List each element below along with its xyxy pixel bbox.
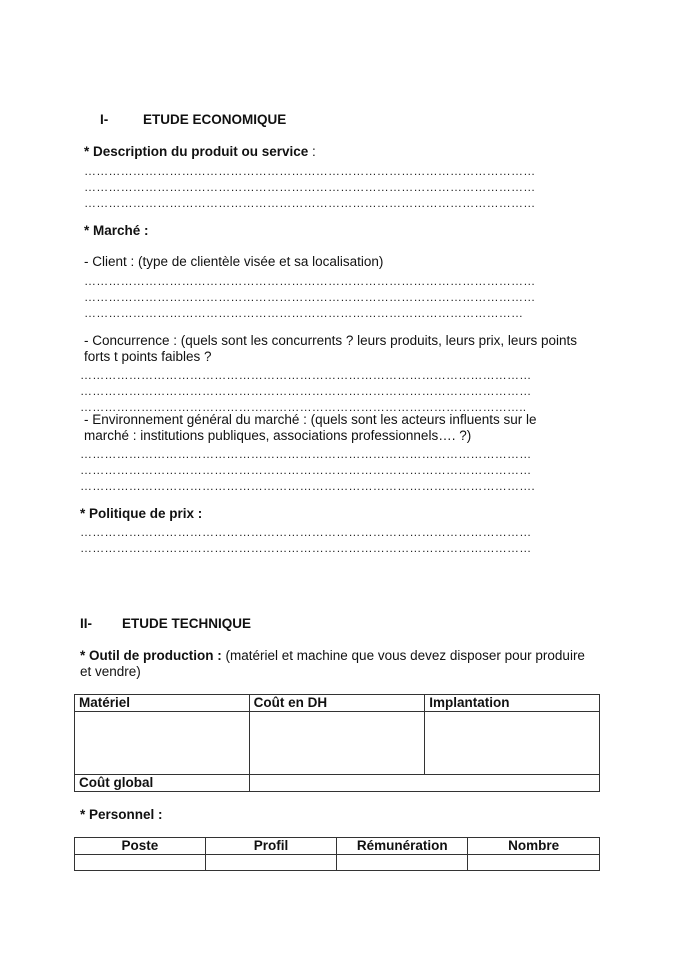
table-cell[interactable] bbox=[337, 855, 468, 871]
dotted-line: ……………………………………………………………………………………………… bbox=[84, 306, 524, 320]
dotted-line: ………………………………………………………………………………………………… bbox=[84, 290, 536, 304]
table-footer-row bbox=[75, 775, 600, 792]
concurrence-line-1: - Concurrence : (quels sont les concurrents ? leurs produits, leurs prix, leurs points bbox=[84, 333, 577, 348]
dotted-line: ………………………………………………………………………………………………… bbox=[80, 525, 532, 539]
environnement-line-1: - Environnement général du marché : (quels sont les acteurs influents sur le bbox=[84, 412, 537, 427]
dotted-line: ………………………………………………………………………………………………… bbox=[80, 384, 532, 398]
description-suffix: : bbox=[308, 144, 316, 159]
table-cell[interactable] bbox=[468, 855, 600, 871]
table-cell[interactable] bbox=[205, 855, 337, 871]
dotted-line: ………………………………………………………………………………………………… bbox=[84, 196, 536, 210]
personnel-heading: * Personnel : bbox=[80, 807, 163, 822]
dotted-line: ………………………………………………………………………………………………… bbox=[84, 164, 536, 178]
dotted-line: ………………………………………………………………………………………………… bbox=[80, 447, 532, 461]
col-header-implantation: Implantation bbox=[425, 695, 600, 712]
cout-global-label: Coût global bbox=[75, 775, 250, 792]
dotted-line: ………………………………………………………………………………………………… bbox=[80, 541, 532, 555]
description-label: * Description du produit ou service bbox=[84, 144, 309, 159]
table-header-row bbox=[75, 838, 600, 855]
col-header-materiel: Matériel bbox=[75, 695, 250, 712]
client-text: - Client : (type de clientèle visée et sa localisation) bbox=[84, 254, 384, 269]
outil-label: * Outil de production : bbox=[80, 648, 222, 663]
dotted-line: ………………………………………………………………………………………………… bbox=[80, 463, 532, 477]
outil-text: (matériel et machine que vous devez disposer pour produire bbox=[221, 648, 585, 663]
dotted-line: ………………………………………………………………………………………………… bbox=[84, 180, 536, 194]
environnement-line-2: marché : institutions publiques, associations professionnels…. ?) bbox=[84, 428, 472, 443]
concurrence-line-2: forts t points faibles ? bbox=[84, 349, 212, 364]
table-header-row bbox=[75, 695, 600, 712]
table-cell[interactable] bbox=[75, 712, 250, 775]
col-header-profil: Profil bbox=[205, 838, 337, 855]
table-cell[interactable] bbox=[249, 712, 425, 775]
outil-line-2: et vendre) bbox=[80, 664, 141, 679]
dotted-line: ………………………………………………………………………………………………… bbox=[80, 368, 532, 382]
dotted-line: …………………………………………………………………………………………………. bbox=[80, 479, 535, 493]
dotted-line: ………………………………………………………………………………………………… bbox=[84, 274, 536, 288]
politique-heading: * Politique de prix : bbox=[80, 506, 203, 521]
table-row bbox=[75, 855, 600, 871]
col-header-poste: Poste bbox=[75, 838, 206, 855]
marche-heading: * Marché : bbox=[84, 223, 149, 238]
col-header-remuneration: Rémunération bbox=[337, 838, 468, 855]
materiel-table bbox=[74, 694, 600, 792]
personnel-table bbox=[74, 837, 600, 871]
dotted-line: ……………………………………………………………………………………………….. bbox=[80, 400, 527, 414]
outil-heading bbox=[80, 648, 585, 664]
table-row bbox=[75, 712, 600, 775]
cout-global-cell[interactable] bbox=[249, 775, 599, 792]
table-cell[interactable] bbox=[425, 712, 600, 775]
section-1-number: I- bbox=[100, 112, 109, 127]
description-heading bbox=[84, 144, 316, 160]
col-header-cout: Coût en DH bbox=[249, 695, 425, 712]
section-2-title: ETUDE TECHNIQUE bbox=[122, 616, 252, 631]
section-2-number: II- bbox=[80, 616, 92, 631]
section-1-title: ETUDE ECONOMIQUE bbox=[143, 112, 287, 127]
col-header-nombre: Nombre bbox=[468, 838, 600, 855]
table-cell[interactable] bbox=[75, 855, 206, 871]
